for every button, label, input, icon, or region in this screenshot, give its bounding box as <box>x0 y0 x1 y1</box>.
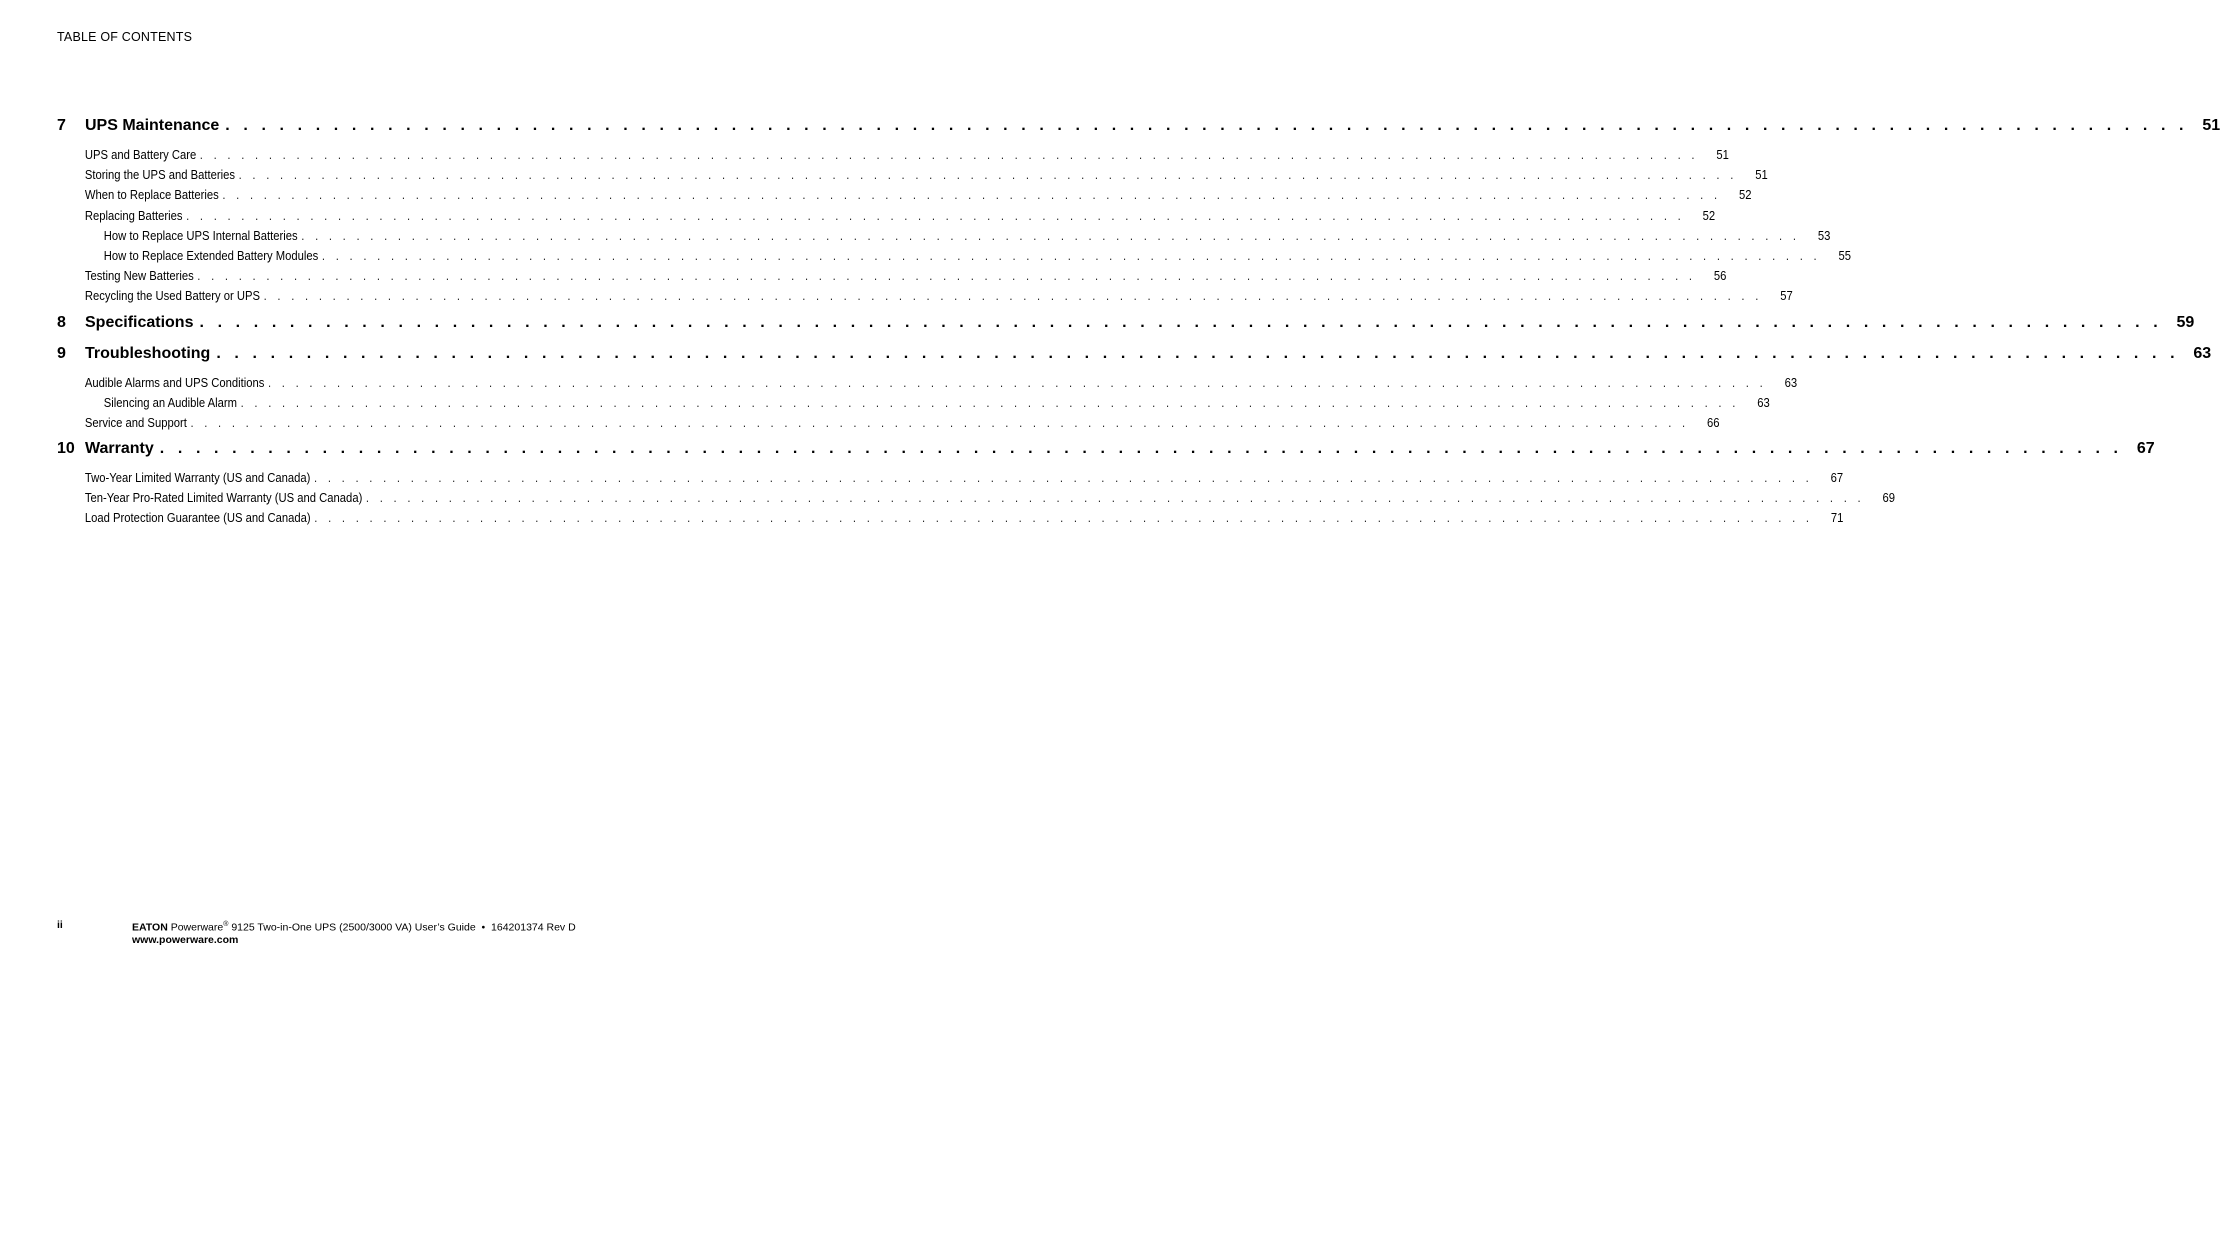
footer-url[interactable]: www.powerware.com <box>132 933 239 946</box>
brand-name: EATON <box>132 921 168 934</box>
chapter-title: Warranty <box>85 440 154 458</box>
dot-leader: . . . . . . . . . . . . . . . . . . . . . . . . . . . . . . . . . . . . . . . . . . . . . . . . . . . . . . . . . . . . . . . . . . . . . . . . . . . . . . . . . . . . . . . . . . . . . . . . . . . . . . . . . . . . . <box>216 344 2180 362</box>
toc-section[interactable] <box>57 373 1798 393</box>
section-page: 56 <box>1713 269 1727 284</box>
footer-document-info <box>132 919 576 946</box>
toc-chapter-9[interactable] <box>57 342 2212 366</box>
toc-section[interactable] <box>57 488 1896 508</box>
chapter-number: 7 <box>57 117 66 134</box>
section-title: Two-Year Limited Warranty (US and Canada) <box>84 471 311 486</box>
section-page: 63 <box>1757 395 1770 410</box>
dot-leader: . . . . . . . . . . . . . . . . . . . . . . . . . . . . . . . . . . . . . . . . . . . . . . . . . . . . . . . . . . . . . . . . . . . . . . . . . . . . . . . . . . . . . . . . . . . . . . . . . . . . . . . . . . . . . <box>314 511 1813 526</box>
toc-section[interactable] <box>57 508 1844 528</box>
chapter-page: 63 <box>2193 344 2212 362</box>
section-title: How to Replace UPS Internal Batteries <box>103 228 298 243</box>
dot-leader: . . . . . . . . . . . . . . . . . . . . . . . . . . . . . . . . . . . . . . . . . . . . . . . . . . . . . . . . . . . . . . . . . . . . . . . . . . . . . . . . . . . . . . . . . . . . . . . . . . . . . . . . . . . . . <box>225 117 2189 134</box>
section-title: When to Replace Batteries <box>84 188 219 203</box>
section-page: 71 <box>1830 511 1844 526</box>
toc-chapter-8[interactable] <box>57 311 2195 335</box>
section-title: Load Protection Guarantee (US and Canada) <box>84 511 311 526</box>
dot-leader: . . . . . . . . . . . . . . . . . . . . . . . . . . . . . . . . . . . . . . . . . . . . . . . . . . . . . . . . . . . . . . . . . . . . . . . . . . . . . . . . . . . . . . . . . . . . . . . . . . . . . . . . . . . . . <box>301 228 1800 243</box>
chapter-title: Specifications <box>85 313 194 331</box>
chapter-title: UPS Maintenance <box>85 117 220 134</box>
page-folio: ii <box>57 919 63 931</box>
toc-subsection[interactable] <box>57 246 1852 266</box>
running-head: TABLE OF CONTENTS <box>57 30 193 44</box>
dot-leader: . . . . . . . . . . . . . . . . . . . . . . . . . . . . . . . . . . . . . . . . . . . . . . . . . . . . . . . . . . . . . . . . . . . . . . . . . . . . . . . . . . . . . . . . . . . . . . . . . . . . . . . . . . . . . <box>314 471 1813 486</box>
dot-leader: . . . . . . . . . . . . . . . . . . . . . . . . . . . . . . . . . . . . . . . . . . . . . . . . . . . . . . . . . . . . . . . . . . . . . . . . . . . . . . . . . . . . . . . . . . . . . . . . . . . . . . . . . . . . . <box>267 375 1767 390</box>
toc-chapter-7[interactable] <box>57 114 2220 138</box>
section-page: 55 <box>1838 248 1852 263</box>
dot-leader: . . . . . . . . . . . . . . . . . . . . . . . . . . . . . . . . . . . . . . . . . . . . . . . . . . . . . . . . . . . . . . . . . . . . . . . . . . . . . . . . . . . . . . . . . . . . . . . . . . . . . . . . . . . . . <box>199 313 2163 331</box>
dot-leader: . . . . . . . . . . . . . . . . . . . . . . . . . . . . . . . . . . . . . . . . . . . . . . . . . . . . . . . . . . . . . . . . . . . . . . . . . . . . . . . . . . . . . . . . . . . . . . . . . . . . . . . . . . . . . <box>222 188 1721 203</box>
dot-leader: . . . . . . . . . . . . . . . . . . . . . . . . . . . . . . . . . . . . . . . . . . . . . . . . . . . . . . . . . . . . . . . . . . . . . . . . . . . . . . . . . . . . . . . . . . . . . . . . . . . . . . . . . . . . . <box>263 289 1763 304</box>
section-page: 63 <box>1784 375 1798 390</box>
section-page: 67 <box>1830 471 1844 486</box>
section-title: Silencing an Audible Alarm <box>103 395 238 410</box>
section-title: Audible Alarms and UPS Conditions <box>84 375 265 390</box>
section-page: 53 <box>1817 228 1831 243</box>
chapter-title: Troubleshooting <box>85 344 211 362</box>
chapter-number: 9 <box>57 344 66 362</box>
toc-section[interactable] <box>57 468 1844 488</box>
section-title: Replacing Batteries <box>84 208 183 223</box>
dot-leader: . . . . . . . . . . . . . . . . . . . . . . . . . . . . . . . . . . . . . . . . . . . . . . . . . . . . . . . . . . . . . . . . . . . . . . . . . . . . . . . . . . . . . . . . . . . . . . . . . . . . . . . . . . . . . <box>197 269 1696 284</box>
section-page: 52 <box>1738 188 1752 203</box>
section-title: Testing New Batteries <box>84 269 194 284</box>
document-title: 9125 Two-in-One UPS (2500/3000 VA) User’s Guide • 164201374 Rev D <box>231 921 576 934</box>
dot-leader: . . . . . . . . . . . . . . . . . . . . . . . . . . . . . . . . . . . . . . . . . . . . . . . . . . . . . . . . . . . . . . . . . . . . . . . . . . . . . . . . . . . . . . . . . . . . . . . . . . . . . . . . . . . . . <box>190 415 1689 430</box>
toc-section[interactable] <box>57 413 1720 433</box>
toc-section[interactable] <box>57 286 1793 306</box>
dot-leader: . . . . . . . . . . . . . . . . . . . . . . . . . . . . . . . . . . . . . . . . . . . . . . . . . . . . . . . . . . . . . . . . . . . . . . . . . . . . . . . . . . . . . . . . . . . . . . . . . . . . . . . . . . . . . <box>240 395 1740 410</box>
chapter-page: 67 <box>2136 440 2155 458</box>
section-page: 51 <box>1755 168 1768 183</box>
dot-leader: . . . . . . . . . . . . . . . . . . . . . . . . . . . . . . . . . . . . . . . . . . . . . . . . . . . . . . . . . . . . . . . . . . . . . . . . . . . . . . . . . . . . . . . . . . . . . . . . . . . . . . . . . . . . . <box>238 168 1738 183</box>
chapter-number: 10 <box>57 440 75 458</box>
toc-subsection[interactable] <box>57 226 1831 246</box>
chapter-page: 51 <box>2202 117 2220 134</box>
chapter-page: 59 <box>2176 313 2195 331</box>
section-page: 52 <box>1702 208 1716 223</box>
toc-section[interactable] <box>57 266 1727 286</box>
section-title: Recycling the Used Battery or UPS <box>84 289 260 304</box>
toc-section[interactable] <box>57 206 1716 226</box>
section-page: 69 <box>1882 491 1896 506</box>
dot-leader: . . . . . . . . . . . . . . . . . . . . . . . . . . . . . . . . . . . . . . . . . . . . . . . . . . . . . . . . . . . . . . . . . . . . . . . . . . . . . . . . . . . . . . . . . . . . . . . . . . . . . . . . . . . . . <box>365 491 1865 506</box>
section-title: Service and Support <box>84 415 187 430</box>
toc-section[interactable] <box>57 185 1752 205</box>
section-title: Storing the UPS and Batteries <box>84 168 235 183</box>
dot-leader: . . . . . . . . . . . . . . . . . . . . . . . . . . . . . . . . . . . . . . . . . . . . . . . . . . . . . . . . . . . . . . . . . . . . . . . . . . . . . . . . . . . . . . . . . . . . . . . . . . . . . . . . . . . . . <box>159 440 2123 458</box>
dot-leader: . . . . . . . . . . . . . . . . . . . . . . . . . . . . . . . . . . . . . . . . . . . . . . . . . . . . . . . . . . . . . . . . . . . . . . . . . . . . . . . . . . . . . . . . . . . . . . . . . . . . . . . . . . . . . <box>321 248 1821 263</box>
chapter-number: 8 <box>57 313 66 331</box>
section-title: Ten-Year Pro-Rated Limited Warranty (US and Canada) <box>84 491 363 506</box>
registered-mark: ® <box>223 921 229 928</box>
table-of-contents <box>57 114 2220 529</box>
section-title: How to Replace Extended Battery Modules <box>103 248 319 263</box>
toc-chapter-10[interactable] <box>57 437 2155 461</box>
toc-section[interactable] <box>57 165 1768 185</box>
section-title: UPS and Battery Care <box>84 148 197 162</box>
section-page: 66 <box>1707 415 1720 430</box>
dot-leader: . . . . . . . . . . . . . . . . . . . . . . . . . . . . . . . . . . . . . . . . . . . . . . . . . . . . . . . . . . . . . . . . . . . . . . . . . . . . . . . . . . . . . . . . . . . . . . . . . . . . . . . . . . . . . <box>199 148 1699 162</box>
section-page: 51 <box>1716 148 1729 162</box>
dot-leader: . . . . . . . . . . . . . . . . . . . . . . . . . . . . . . . . . . . . . . . . . . . . . . . . . . . . . . . . . . . . . . . . . . . . . . . . . . . . . . . . . . . . . . . . . . . . . . . . . . . . . . . . . . . . . <box>186 208 1685 223</box>
toc-subsection[interactable] <box>57 393 1770 413</box>
product-name: Powerware <box>170 921 224 934</box>
section-page: 57 <box>1780 289 1793 304</box>
toc-section[interactable] <box>57 145 1729 165</box>
